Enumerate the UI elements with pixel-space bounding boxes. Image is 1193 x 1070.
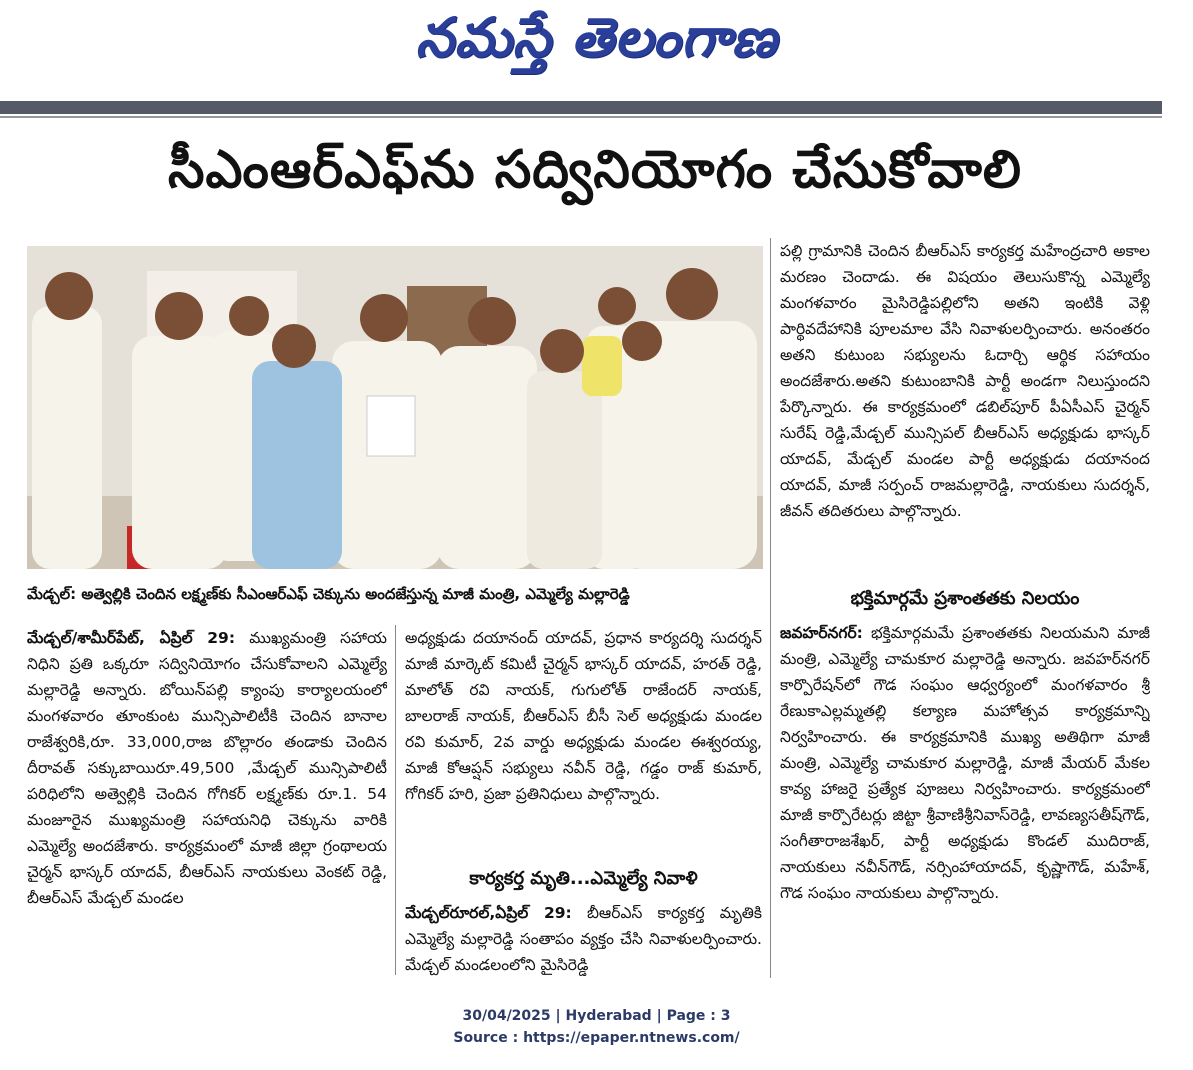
story3-body: భక్తిమార్గమమే ప్రశాంతతకు నిలయమని మాజీ మంత్రి, ఎమ్మెల్యే చామకూర మల్లారెడ్డి అన్నారు. జవహర్‌నగర్ కార్పొరేషన్‌లో గౌడ సంఘం ఆధ్వర్యంలో మంగళవారం శ్రీ రేణుకాఎల్లమ్మతల్లి కల్యాణ మహోత్సవ కార్యక్రమాన్ని నిర్వహించారు. ఈ కార్యక్రమానికి ముఖ్య అతిథిగా మాజీ మంత్రి, ఎమ్మెల్యే చామకూర మల్లారెడ్డి, మాజీ మేయర్ మేకల కావ్య హాజరై ప్రత్యేక పూజలు నిర్వహించారు. కార్యక్రమంలో మాజీ కార్పొరేటర్లు జిట్టా శ్రీవాణిశ్రీనివాస్‌రెడ్డి, లావణ్యసతీష్‌గౌడ్, సంగీతారాజశేఖర్, పార్టీ అధ్యక్షుడు కొండల్ ముదిరాజ్, నాయకులు నవీన్‌గౌడ్, నర్సింహాయాదవ్, కృష్ణాగౌడ్, మహేశ్, గౌడ సంఘం నాయకులు పాల్గొన్నారు. [780, 624, 1150, 902]
masthead-rule-thin [0, 116, 1162, 118]
story1-column1 [27, 625, 387, 975]
group-photo-image [27, 246, 763, 569]
story2-body: బీఆర్‌ఎస్ కార్యకర్త మృతికి ఎమ్మెల్యే మల్లారెడ్డి సంతాపం వ్యక్తం చేసి నివాళులర్పించారు. మేడ్చల్ మండలంలోని మైసిరెడ్డి [405, 904, 762, 974]
story3-column [780, 620, 1150, 980]
story3-title: భక్తిమార్గమే ప్రశాంతతకు నిలయం [850, 588, 1080, 609]
story1-body-part2: అధ్యక్షుడు దయానంద్ యాదవ్, ప్రధాన కార్యదర్శి సుదర్శన్ మాజీ మార్కెట్ కమిటీ చైర్మన్ భాస్కర్ యాదవ్, హరత్ రెడ్డి, మాలోత్ రవి నాయక్, గుగులోత్ రాజేందర్ నాయక్, బాలరాజ్ నాయక్, బీఆర్‌ఎస్ బీసీ సెల్ అధ్యక్షుడు మండల రవి కుమార్, 2వ వార్డు అధ్యక్షుడు మండల ఈశ్వరయ్య, మాజీ కోఆప్షన్ సభ్యులు నవీన్ రెడ్డి, గడ్డం రాజ్ కుమార్, గోగికర్ హరి, ప్రజా ప్రతినిధులు పాల్గొన్నారు. [405, 629, 762, 803]
footer-date-line: 30/04/2025 | Hyderabad | Page : 3 [462, 1008, 731, 1024]
story1-body-part1: ముఖ్యమంత్రి సహాయ నిధిని ప్రతి ఒక్కరూ సద్వినియోగం చేసుకోవాలని ఎమ్మెల్యే మల్లారెడ్డి అన్నారు. బోయిన్‌పల్లి క్యాంపు కార్యాలయంలో మంగళవారం తూంకుంట మున్సిపాలిటీకి చెందిన బానాల రాజేశ్వరికి,రూ. 33,000,రాజ బొల్లారం తండాకు చెందిన దీరావత్ సక్కుబాయిరూ.49,500 ,మేడ్చల్ మున్సిపాలిటీ పరిధిలోని అత్వెల్లికి చెందిన గోగికర్ లక్ష్మణ్‌కు రూ.1. 54 మంజూరైన ముఖ్యమంత్రి సహాయనిధి చెక్కును వారికి ఎమ్మెల్యే అందజేశారు. కార్యక్రమంలో మాజీ జిల్లా గ్రంథాలయ చైర్మన్ భాస్కర్ యాదవ్, బీఆర్‌ఎస్ నాయకులు వెంకట్ రెడ్డి, బీఆర్‌ఎస్ మేడ్చల్ మండల [27, 629, 387, 907]
page-footer [0, 1005, 1193, 1049]
masthead [0, 0, 1193, 100]
column-divider [395, 625, 396, 975]
masthead-rule [0, 101, 1162, 114]
column-divider [770, 238, 771, 978]
newspaper-logo: నమస్తే తెలంగాణ [415, 6, 778, 69]
story2-title: కార్యకర్త మృతి...ఎమ్మెల్యే నివాళి [469, 868, 698, 889]
story3-dateline: జవహర్‌నగర్: [780, 624, 863, 642]
photo-caption: మేడ్చల్: అత్వెల్లికి చెందిన లక్ష్మణ్‌కు సీఎంఆర్‌ఎఫ్ చెక్కును అందజేస్తున్న మాజీ మంత్రి, ఎమ్మెల్యే మల్లారెడ్డి [27, 585, 630, 603]
footer-source-line: Source : https://epaper.ntnews.com/ [453, 1030, 740, 1046]
story2-dateline: మేడ్చల్‌రూరల్,ఏప్రిల్ 29: [405, 904, 572, 922]
main-headline: సీఎంఆర్‌ఎఫ్‌ను సద్వినియోగం చేసుకోవాలి [168, 140, 1022, 200]
story1-column2 [405, 625, 762, 860]
story2-continued-column [780, 238, 1150, 576]
story1-dateline: మేడ్చల్/శామీర్‌పేట్, ఏప్రిల్ 29: [27, 629, 236, 647]
news-photo [27, 246, 763, 569]
story2-column [405, 900, 762, 978]
story2-body-continued: పల్లి గ్రామానికి చెందిన బీఆర్‌ఎస్ కార్యకర్త మహేంద్రచారి అకాల మరణం చెందాడు. ఈ విషయం తెలుసుకొన్న ఎమ్మెల్యే మంగళవారం మైసిరెడ్డిపల్లిలోని అతని ఇంటికి వెళ్లి పార్థివదేహానికి పూలమాల వేసి నివాళులర్పించారు. అనంతరం అతని కుటుంబ సభ్యులను ఓదార్చి ఆర్థిక సహాయం అందజేశారు.అతని కుటుంబానికి పార్టీ అండగా నిలుస్తుందని పేర్కొన్నారు. ఈ కార్యక్రమంలో డబిల్‌పూర్ పీఏసీఎస్ చైర్మన్ సురేష్ రెడ్డి,మేడ్చల్ మున్సిపల్ బీఆర్‌ఎస్ అధ్యక్షుడు భాస్కర్ యాదవ్, మేడ్చల్ మండల పార్టీ అధ్యక్షుడు దయానంద యాదవ్, మాజీ సర్పంచ్ రాజమల్లారెడ్డి, నాయకులు సుదర్శన్, జీవన్ తదితరులు పాల్గొన్నారు. [780, 242, 1150, 520]
